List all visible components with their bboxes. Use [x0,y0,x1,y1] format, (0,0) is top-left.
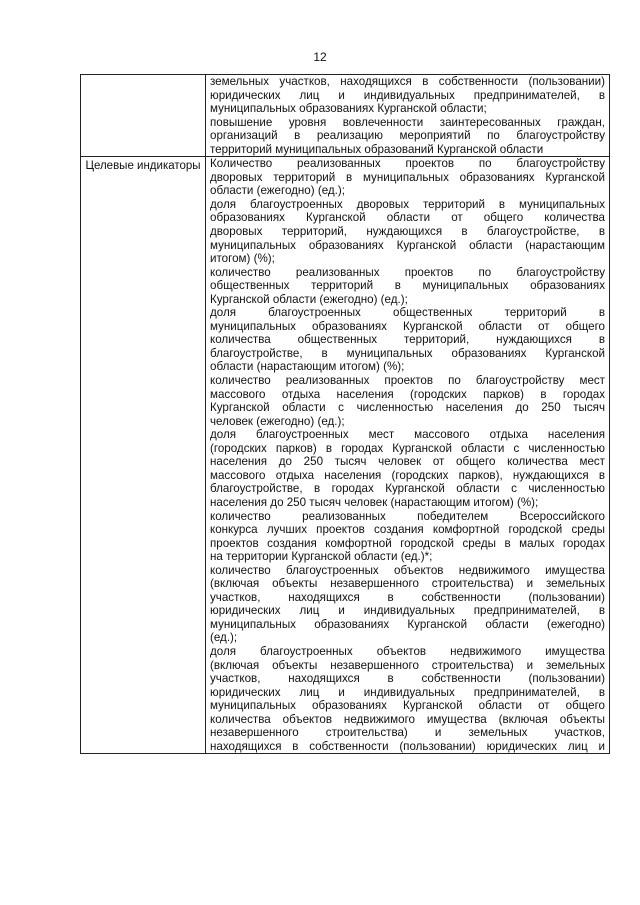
text-line: доля благоустроенных общественных территорий в [210,306,605,320]
text-line: населения до 250 тысяч человек (нарастающим итогом) (%); [210,495,539,509]
text-line: дворовых территорий в муниципальных образованиях Курганской [210,170,605,184]
text-line: дворовых территорий, нуждающихся в благоустройстве, в [210,225,605,239]
text-line: образованиях Курганской области от общего количества [210,211,605,225]
text-line: количество реализованных проектов по благоустройству мест [210,374,605,388]
text-line: количества общественных территорий, нуждающихся в [210,333,605,347]
text-line: конкурса лучших проектов создания комфортной городской среды [210,523,605,537]
text-line: земельных участков, находящихся в собственности (пользовании) [210,75,605,88]
text-line: юридических лиц и индивидуальных предпринимателей, в [210,88,605,102]
text-line: (городских парков) в городах Курганской области с численностью [210,441,605,455]
text-line: человек (ежегодно) (ед.); [210,414,345,428]
row-label-cell [81,75,206,157]
text-line: на территории Курганской области (ед.)*; [210,550,433,564]
page-number: 12 [313,50,327,64]
text-line: юридических лиц и индивидуальных предпринимателей, в [210,604,605,618]
text-line: территорий муниципальных образований Курганской области [210,142,544,156]
text-line: количества объектов недвижимого имущества (включая объекты [210,712,605,726]
text-line: общественных территорий в муниципальных образованиях [210,279,605,293]
table-row [81,75,610,157]
text-line: организаций в реализацию мероприятий по благоустройству [210,129,605,143]
text-line: муниципальных образованиях Курганской области от общего [210,699,605,713]
text-line: находящихся в собственности (пользовании) юридических лиц и [210,739,605,753]
text-line: юридических лиц и индивидуальных предпринимателей, в [210,685,605,699]
target-indicators-label: Целевые индикаторы [85,160,201,173]
text-line: незавершенного строительства) и земельных участков, [210,726,605,740]
text-line: количество реализованных победителем Всероссийского [210,509,605,523]
text-line: населения до 250 тысяч человек от общего количества мест [210,455,605,469]
text-line: муниципальных образованиях Курганской области (ежегодно) [210,617,605,631]
text-line: количество реализованных проектов по благоустройству [210,265,605,279]
row-label [81,75,205,78]
text-line: области (нарастающим итогом) (%); [210,360,405,374]
text-line: итогом) (%); [210,252,275,266]
text-line: муниципальных образованиях Курганской области от общего [210,319,605,333]
row-label-cell [81,157,206,754]
text-line: массового отдыха населения (городских парков) в городах [210,387,605,401]
table-row [81,157,610,754]
text-line: Курганской области с численностью населения до 250 тысяч [210,401,605,415]
text-line: муниципальных образованиях Курганской области (нарастающим [210,238,605,252]
passport-table [80,74,610,754]
text-line: благоустройстве, в городах Курганской области с численностью [210,482,605,496]
target-indicators-content [206,157,609,753]
text-line: Курганской области (ежегодно) (ед.); [210,292,408,306]
text-line: муниципальных образованиях Курганской области; [210,102,487,116]
text-line: проектов создания комфортной городской среды в малых городах [210,536,605,550]
text-line: благоустройстве, в муниципальных образованиях Курганской [210,346,605,360]
row-content-cell [206,157,610,754]
row-content [206,75,609,156]
text-line: доля благоустроенных мест массового отдыха населения [210,428,605,442]
text-line: доля благоустроенных объектов недвижимого имущества [210,644,605,658]
text-line: участков, находящихся в собственности (пользовании) [210,590,605,604]
text-line: участков, находящихся в собственности (пользовании) [210,672,605,686]
row-content-cell [206,75,610,157]
text-line: количество благоустроенных объектов недвижимого имущества [210,563,605,577]
text-line: повышение уровня вовлеченности заинтересованных граждан, [210,115,605,129]
text-line: массового отдыха населения (городских парков), нуждающихся в [210,468,605,482]
text-line: области (ежегодно) (ед.); [210,184,345,198]
text-line: (включая объекты незавершенного строительства) и земельных [210,658,605,672]
text-line: (включая объекты незавершенного строительства) и земельных [210,577,605,591]
text-line: (ед.); [210,631,238,645]
text-line: доля благоустроенных дворовых территорий в муниципальных [210,197,605,211]
text-line: Количество реализованных проектов по благоустройству [210,157,605,171]
